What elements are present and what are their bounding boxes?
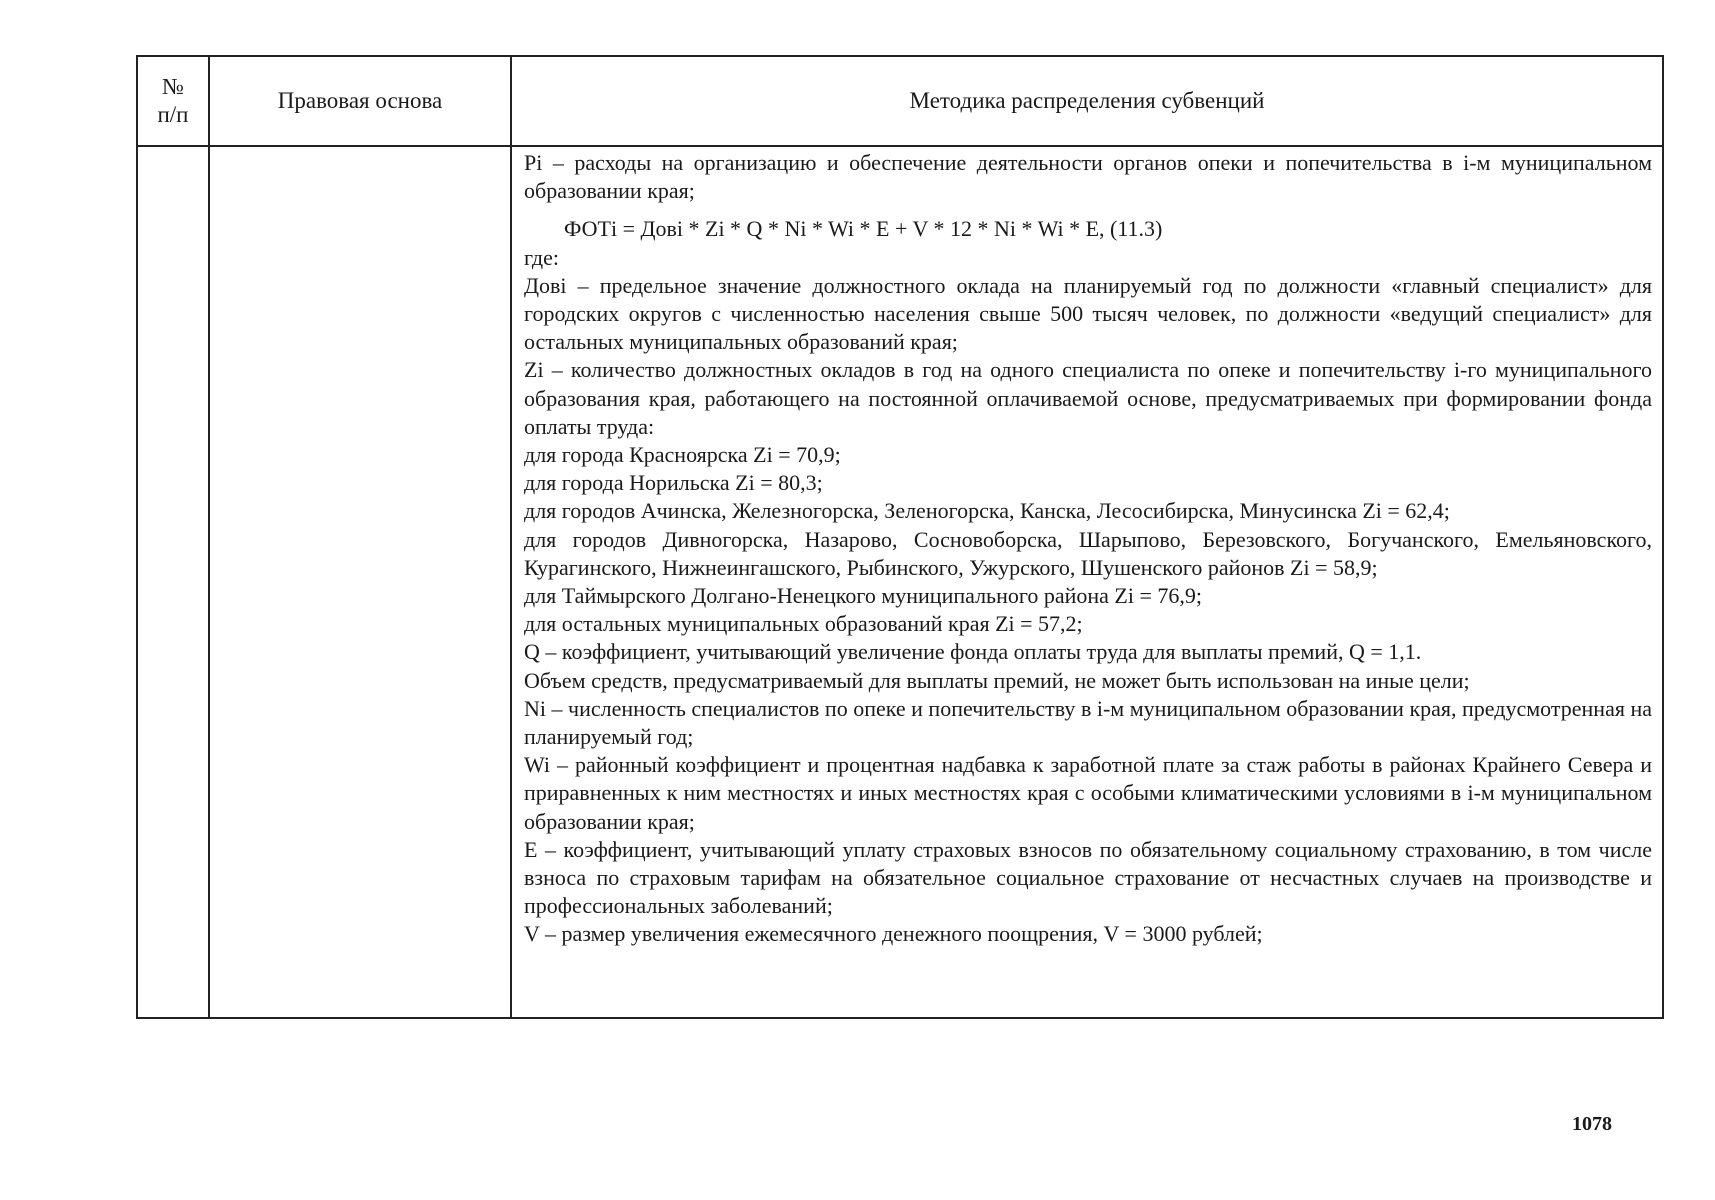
paragraph-q: Q – коэффициент, учитывающий увеличение фонда оплаты труда для выплаты премий, Q = 1,1. [524,639,1422,665]
header-divider [138,145,1662,147]
paragraph-dovi: Дові – предельное значение должностного оклада на планируемый год по должности «главный специалист» для городских округов с численностью населения свыше 500 тысяч человек, по должности «ведущий специалист» для остальных муниципальных образований края; [524,272,1652,355]
paragraph-pi: Pi – расходы на организацию и обеспечение деятельности органов опеки и попечительства в i-м муниципальном образовании края; [524,150,1652,204]
paragraph-e: E – коэффициент, учитывающий уплату страховых взносов по обязательному социальному страхованию, в том числе взноса по страховым тарифам на обязательное социальное страхование от несчастных случаев на производстве и профессиональных заболеваний; [524,836,1652,919]
paragraph-norilsk: для города Норильска Zi = 80,3; [524,470,823,496]
methodology-table [136,55,1664,1019]
column-divider [208,57,210,1017]
paragraph-premium: Объем средств, предусматриваемый для выплаты премий, не может быть использован на иные цели; [524,667,1470,693]
header-legal-basis: Правовая основа [277,88,443,113]
paragraph-taimyr: для Таймырского Долгано-Ненецкого муниципального района Zi = 76,9; [524,583,1202,609]
paragraph-where: где: [524,244,559,270]
paragraph-cities-62: для городов Ачинска, Железногорска, Зеленогорска, Канска, Лесосибирска, Минусинска Zi = 62,4; [524,498,1450,524]
paragraph-ni: Ni – численность специалистов по опеке и попечительству в i-м муниципальном образовании края, предусмотренная на планируемый год; [524,695,1652,750]
paragraph-cities-58: для городов Дивногорска, Назарово, Сосновоборска, Шарыпово, Березовского, Богучанского, Емельяновского, Курагинского, Нижнеингашского, Рыбинского, Ужурского, Шушенского районов Zi = 58,9; [524,526,1652,580]
formula-11-3: ФОТi = Дові * Zi * Q * Ni * Wi * E + V * 12 * Ni * Wi * E, (11.3) [564,216,1163,242]
header-methodology: Методика распределения субвенций [909,88,1265,113]
paragraph-others: для остальных муниципальных образований края Zi = 57,2; [524,611,1083,637]
methodology-text [524,149,1652,949]
paragraph-krasnoyarsk: для города Красноярска Zi = 70,9; [524,442,841,468]
paragraph-v: V – размер увеличения ежемесячного денежного поощрения, V = 3000 рублей; [524,921,1263,947]
column-divider [510,57,512,1017]
header-number: № п/п [157,74,189,127]
paragraph-wi: Wi – районный коэффициент и процентная надбавка к заработной плате за стаж работы в районах Крайнего Севера и приравненных к ним местностях и иных местностях края с особыми климатическими условиями в i-м муниципальном образовании края; [524,752,1652,834]
page-number: 1078 [1572,1113,1612,1135]
paragraph-zi: Zi – количество должностных окладов в год на одного специалиста по опеке и попечительству i-го муниципального образования края, работающего на постоянной оплачиваемой основе, предусматриваемых при формировании фонда оплаты труда: [524,357,1652,439]
